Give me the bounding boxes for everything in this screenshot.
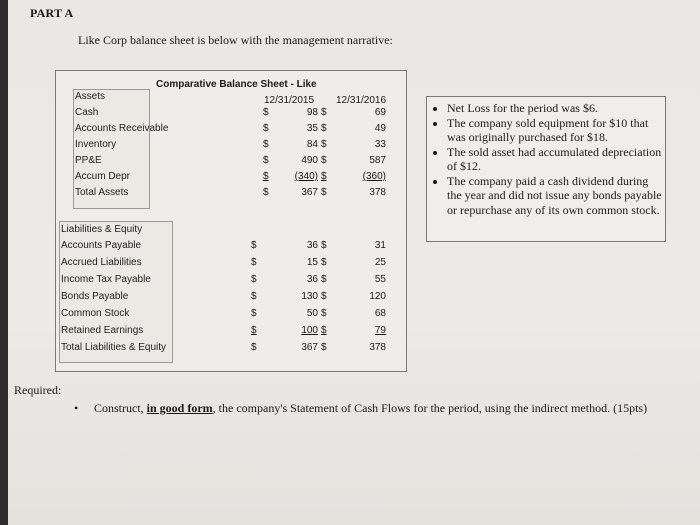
dollar-sign: $ [263,171,269,182]
dollar-sign: $ [263,139,269,150]
list-item: • The sold asset had accumulated depreciation of $12. [447,145,665,174]
row-label: Bonds Payable [61,291,129,302]
dollar-sign: $ [321,123,327,134]
dollar-sign: $ [251,240,257,251]
dollar-sign: $ [321,308,327,319]
table-row [56,155,406,171]
value-2016: 33 [374,139,386,150]
column-header-2016: 12/31/2016 [336,95,387,106]
value-2016: 378 [369,342,386,353]
required-text-emphasis: in good form [146,401,213,415]
value-2016: 49 [374,123,386,134]
dollar-sign: $ [263,107,269,118]
value-2016: 120 [369,291,386,302]
value-2016: 587 [369,155,386,166]
value-2015: 367 [301,187,318,198]
value-2016: 69 [374,107,386,118]
value-2015: 367 [301,342,318,353]
value-2016: 31 [374,240,386,251]
value-2016: 378 [369,187,386,198]
table-row [56,123,406,139]
row-label: Accrued Liabilities [61,257,142,268]
dollar-sign: $ [321,155,327,166]
dollar-sign: $ [251,325,257,336]
row-label: Total Assets [75,187,129,198]
row-label: PP&E [75,155,102,166]
row-label: Accounts Receivable [75,123,169,134]
dollar-sign: $ [251,308,257,319]
dollar-sign: $ [263,187,269,198]
value-2016: 55 [374,274,386,285]
photo-left-edge [0,0,8,525]
dollar-sign: $ [321,240,327,251]
table-row [56,342,406,358]
dollar-sign: $ [321,171,327,182]
list-item: • Net Loss for the period was $6. [447,101,665,116]
row-label: Income Tax Payable [61,274,151,285]
column-header-2015: 12/31/2015 [264,95,315,106]
dollar-sign: $ [321,257,327,268]
value-2015: 130 [301,291,318,302]
required-text-pre: Construct, [94,401,147,415]
required-heading: Required: [14,383,62,397]
value-2015: 36 [306,274,318,285]
dollar-sign: $ [321,107,327,118]
table-row [56,308,406,324]
list-item: • The company paid a cash dividend during the year and did not issue any bonds payable or repurchase any of its own common stock. [447,174,665,218]
dollar-sign: $ [321,291,327,302]
row-label: Inventory [75,139,117,150]
value-2016: 25 [374,257,386,268]
value-2015: 100 [301,325,318,336]
table-row [56,139,406,155]
table-row [56,274,406,290]
management-narrative-box [426,96,666,242]
table-row [56,240,406,256]
dollar-sign: $ [321,139,327,150]
value-2016: 68 [374,308,386,319]
row-label: Retained Earnings [61,325,144,336]
part-title: PART A [30,6,74,20]
dollar-sign: $ [321,187,327,198]
dollar-sign: $ [263,155,269,166]
intro-text: Like Corp balance sheet is below with the management narrative: [78,33,393,47]
dollar-sign: $ [321,342,327,353]
value-2016: (360) [362,171,386,182]
table-row [56,187,406,203]
bullet: • [74,401,79,415]
value-2015: 84 [306,139,318,150]
dollar-sign: $ [251,257,257,268]
balance-sheet-table [55,70,407,372]
table-row [56,291,406,307]
required-text [94,401,654,415]
dollar-sign: $ [251,342,257,353]
required-text-post: , the company's Statement of Cash Flows for the period, using the indirect method. (15pts) [212,401,648,415]
balance-sheet-title: Comparative Balance Sheet - Like [156,79,317,90]
dollar-sign: $ [321,274,327,285]
dollar-sign: $ [321,325,327,336]
narrative-list [427,101,665,217]
document-page [8,0,700,525]
table-row [56,107,406,123]
dollar-sign: $ [251,274,257,285]
row-label: Cash [75,107,99,118]
row-label: Common Stock [61,308,130,319]
dollar-sign: $ [251,291,257,302]
value-2015: 36 [306,240,318,251]
value-2015: 15 [306,257,318,268]
row-label: Total Liabilities & Equity [61,342,167,353]
assets-header: Assets [75,91,106,102]
table-row [56,171,406,187]
row-label: Accounts Payable [61,240,142,251]
value-2015: (340) [294,171,318,182]
list-item: • The company sold equipment for $10 that was originally purchased for $18. [447,116,665,145]
value-2015: 35 [306,123,318,134]
value-2015: 50 [306,308,318,319]
table-row [56,325,406,341]
value-2015: 490 [301,155,318,166]
liabilities-header: Liabilities & Equity [61,224,143,235]
value-2015: 98 [306,107,318,118]
value-2016: 79 [374,325,386,336]
row-label: Accum Depr [75,171,131,182]
dollar-sign: $ [263,123,269,134]
table-row [56,257,406,273]
